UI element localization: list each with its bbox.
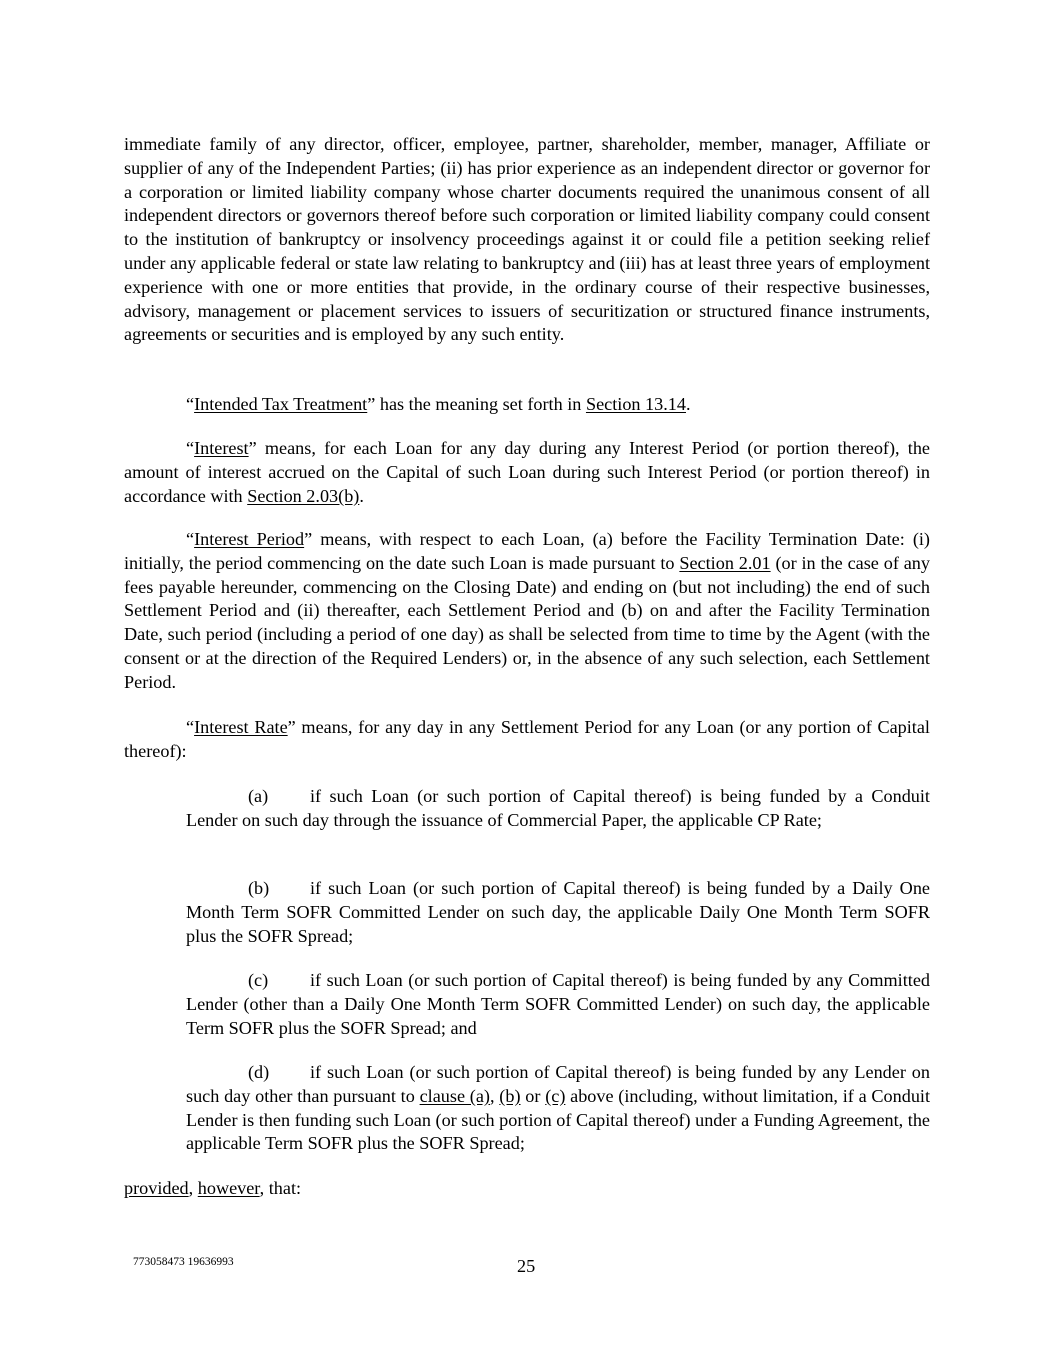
clause-text: if such Loan (or such portion of Capital thereof) is being funded by any Lender on such day other than pursuant to [186, 1062, 930, 1106]
defined-term: Interest Period [194, 529, 305, 549]
open-quote: “ [186, 438, 195, 458]
punctuation: . [685, 394, 691, 414]
page-number: 25 [517, 1256, 536, 1276]
clause-text: if such Loan (or such portion of Capital thereof) is being funded by any Committed Lender (other than a Daily One Month Term SOFR Committed Lender) on such day, the applicable Term SOFR plus the SOFR Spread; and [186, 970, 930, 1038]
separator: or [520, 1085, 546, 1106]
proviso-word-however: however [197, 1178, 260, 1198]
open-quote: “ [186, 717, 195, 737]
proviso-end: , that: [259, 1178, 302, 1198]
open-quote: “ [186, 394, 195, 414]
clause-reference-b: (b) [499, 1085, 521, 1106]
clause-reference-c: (c) [545, 1085, 566, 1106]
proviso [124, 1177, 930, 1201]
separator: , [188, 1178, 198, 1198]
clause-d [186, 1061, 930, 1156]
paragraph-independent-criteria: immediate family of any director, officer, employee, partner, shareholder, member, manager, Affiliate or supplier of any of the Independent Parties; (ii) has prior experience as an independent director or governor for a corporation or limited liability company whose charter documents required the unanimous consent of all independent directors or governors thereof before such corporation or limited liability company could consent to the institution of bankruptcy or insolvency proceedings against it or could file a petition seeking relief under any applicable federal or state law relating to bankruptcy and (iii) has at least three years of employment experience with one or more entities that provide, in the ordinary course of their respective businesses, advisory, management or placement services to issuers of securitization or structured finance instruments, agreements or securities and is employed by any such entity. [124, 134, 930, 345]
proviso-word-provided: provided [124, 1178, 189, 1198]
clause-b [186, 877, 930, 948]
definition-interest-rate [124, 716, 930, 764]
defined-term: Interest [194, 438, 249, 458]
footer-document-id: 773058473 19636993 [133, 1256, 234, 1268]
section-reference: Section 2.01 [679, 552, 771, 573]
definition-text: ” has the meaning set forth in [367, 394, 586, 414]
definition-text: ” means, with respect to each Loan, (a) before the Facility Termination Date: (i) initially, the period commencing on the date such Loan is made pursuant to [124, 529, 930, 573]
definition-text: ” means, for any day in any Settlement Period for any Loan (or any portion of Capital thereof): [124, 717, 930, 761]
definition-interest [124, 437, 930, 508]
defined-term: Intended Tax Treatment [194, 394, 368, 414]
punctuation: . [359, 485, 364, 506]
section-reference: Section 13.14 [585, 394, 686, 414]
clause-label: (c) [248, 970, 269, 990]
clause-label: (d) [248, 1062, 270, 1082]
open-quote: “ [186, 529, 195, 549]
section-reference: Section 2.03(b) [247, 485, 360, 506]
clause-label: (b) [248, 878, 270, 898]
definition-intended-tax-treatment [124, 393, 930, 417]
clause-text: if such Loan (or such portion of Capital thereof) is being funded by a Daily One Month Term SOFR Committed Lender on such day, the applicable Daily One Month Term SOFR plus the SOFR Spread; [186, 878, 930, 946]
clause-text-continued: above (including, without limitation, if a Conduit Lender is then funding such Loan (or such portion of Capital thereof) under a Funding Agreement, the applicable Term SOFR plus the SOFR Spread; [186, 1085, 931, 1154]
definition-text-continued: (or in the case of any fees payable hereunder, commencing on the Closing Date) and ending on (but not including) the end of such Settlement Period and (ii) thereafter, each Settlement Period and (b) on and after the Facility Termination Date, such period (including a period of one day) as shall be selected from time to time by the Agent (with the consent or at the direction of the Required Lenders) or, in the absence of any such selection, each Settlement Period. [124, 552, 930, 692]
clause-reference-a: clause (a) [419, 1085, 490, 1106]
separator: , [489, 1085, 500, 1106]
definition-text: ” means, for each Loan for any day during any Interest Period (or portion thereof), the amount of interest accrued on the Capital of such Loan during such Interest Period (or portion thereof) in accordance with [124, 438, 930, 506]
clause-c [186, 969, 930, 1040]
clause-a [186, 785, 930, 833]
defined-term: Interest Rate [194, 717, 288, 737]
definition-interest-period [124, 528, 930, 695]
clause-label: (a) [248, 786, 269, 806]
clause-text: if such Loan (or such portion of Capital thereof) is being funded by a Conduit Lender on such day through the issuance of Commercial Paper, the applicable CP Rate; [186, 786, 930, 830]
